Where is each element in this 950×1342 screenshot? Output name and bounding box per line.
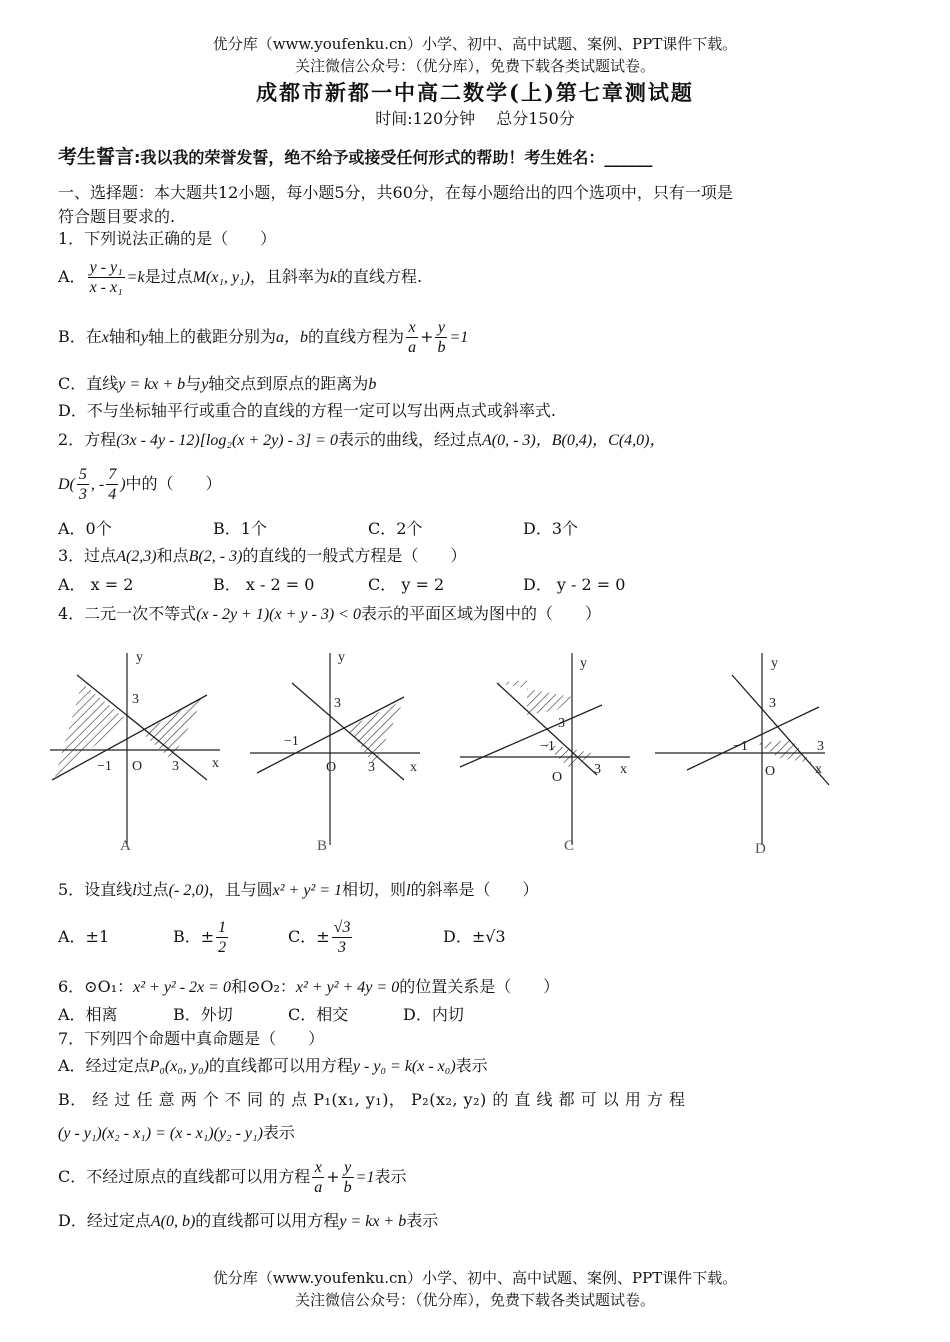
q7-stem: 7．下列四个命题中真命题是（ ） bbox=[58, 1029, 325, 1048]
text: 轴交点到原点的距离为 bbox=[208, 374, 369, 393]
option-d: D． y - 2 = 0 bbox=[523, 575, 626, 594]
fraction-denominator: 3 bbox=[78, 486, 87, 503]
x-axis-label: x bbox=[620, 762, 627, 777]
text: 经过定点 bbox=[85, 1056, 150, 1075]
text: 的直线方程为 bbox=[308, 327, 405, 346]
q3-options bbox=[58, 574, 625, 596]
tick-neg: −1 bbox=[97, 759, 112, 774]
q7-option-d bbox=[58, 1210, 438, 1233]
fraction-numerator: x bbox=[312, 1158, 324, 1178]
q7-option-c bbox=[58, 1158, 406, 1197]
pledge bbox=[58, 146, 652, 169]
text: 和点 bbox=[156, 546, 189, 565]
q1-option-d bbox=[58, 400, 556, 422]
x-var: x bbox=[101, 329, 109, 346]
inequality: (x - 2y + 1)(x + y - 3) < 0 bbox=[196, 606, 361, 623]
origin-label: O bbox=[326, 760, 337, 775]
origin-label: O bbox=[132, 759, 143, 774]
text: 6．⊙O₁： bbox=[58, 977, 134, 996]
circle-equation: x² + y² = 1 bbox=[272, 882, 343, 899]
slope-k: k bbox=[329, 269, 338, 286]
figure-label: A bbox=[120, 838, 131, 854]
y-axis-label: y bbox=[136, 650, 143, 665]
text: 经过定点 bbox=[86, 1211, 151, 1230]
q4-figures bbox=[42, 645, 822, 860]
footer-line-1: 优分库（www.youfenku.cn）小学、初中、高中试题、案例、PPT课件下载。 bbox=[212, 1269, 738, 1287]
text: 不与坐标轴平行或重合的直线的方程一定可以写出两点式或斜率式. bbox=[86, 401, 556, 420]
fraction-numerator: y bbox=[435, 318, 447, 338]
text: 中的（ ） bbox=[125, 474, 222, 493]
option-b: B． x - 2 = 0 bbox=[213, 575, 315, 594]
tick-y: 3 bbox=[334, 696, 341, 711]
q4-stem bbox=[58, 603, 601, 626]
text: 表示的曲线，经过点 bbox=[337, 430, 482, 449]
option-label: D． bbox=[58, 401, 87, 420]
point-b: B(2, - 3) bbox=[188, 548, 243, 565]
shaded-region bbox=[55, 683, 127, 777]
q1-option-a bbox=[58, 258, 422, 297]
text: 的位置关系是（ ） bbox=[399, 977, 560, 996]
option-a: A． x = 2 bbox=[58, 575, 134, 594]
option-d: D．3个 bbox=[523, 519, 579, 538]
option-b bbox=[173, 918, 288, 957]
y-axis-label: y bbox=[338, 650, 345, 665]
fraction bbox=[406, 318, 418, 357]
fraction-denominator: 2 bbox=[218, 939, 227, 956]
y-axis-label: y bbox=[580, 656, 587, 671]
tick-x: 3 bbox=[817, 739, 824, 754]
fraction-denominator: b bbox=[343, 1179, 352, 1196]
figure-label: D bbox=[755, 841, 766, 857]
figure-label: C bbox=[564, 838, 575, 854]
text: 表示 bbox=[262, 1123, 295, 1142]
equation: =1 bbox=[355, 1169, 375, 1186]
fraction-denominator: 3 bbox=[338, 939, 347, 956]
q7-option-b-line2 bbox=[58, 1122, 295, 1145]
q5-options bbox=[58, 918, 506, 957]
fraction-numerator: 1 bbox=[218, 919, 227, 936]
text: 直线 bbox=[86, 374, 119, 393]
tick-y: 3 bbox=[769, 696, 776, 711]
text: 2．方程 bbox=[58, 430, 117, 449]
shaded-region bbox=[497, 680, 572, 715]
fraction bbox=[77, 465, 89, 504]
intercepts: a，b bbox=[276, 329, 309, 346]
fraction-denominator: x - x₁ bbox=[89, 279, 123, 296]
text: 相切，则 bbox=[342, 880, 407, 899]
point: (- 2,0) bbox=[168, 882, 209, 899]
page-subtitle: 时间:120分钟 总分150分 bbox=[375, 109, 575, 128]
fraction bbox=[216, 918, 228, 957]
figure-d bbox=[647, 645, 837, 864]
footer-line-2: 关注微信公众号：（优分库），免费下载各类试题试卷。 bbox=[294, 1291, 655, 1309]
option-d: D．内切 bbox=[403, 1005, 464, 1024]
option-c-label: C．± bbox=[288, 927, 330, 946]
text: 在 bbox=[85, 327, 102, 346]
q5-stem bbox=[58, 879, 539, 902]
option-a: A．相离 bbox=[58, 1005, 118, 1024]
line-l: l bbox=[132, 882, 137, 899]
text: ) bbox=[120, 476, 126, 493]
equation: (3x - 4y - 12)[log₂(x + 2y) - 3] = 0 bbox=[116, 432, 338, 449]
option-label: C． bbox=[58, 1167, 87, 1186]
option-b: B．1个 bbox=[213, 519, 267, 538]
option-label: D． bbox=[58, 1211, 87, 1230]
equation: (y - y₁)(x₂ - x₁) = (x - x₁)(y₂ - y₁) bbox=[58, 1125, 263, 1142]
figure-a bbox=[42, 645, 232, 864]
fraction-numerator: y - y₁ bbox=[89, 259, 123, 276]
fraction-denominator: a bbox=[408, 339, 417, 356]
circle-equation-1: x² + y² - 2x = 0 bbox=[133, 979, 231, 996]
q2-stem-2 bbox=[58, 465, 222, 504]
text: 过点 bbox=[136, 880, 169, 899]
option-label: B． bbox=[58, 327, 86, 346]
tick-neg: −1 bbox=[540, 739, 555, 754]
point: P₀(x₀, y₀) bbox=[149, 1058, 209, 1075]
x-axis-label: x bbox=[815, 762, 822, 777]
figure-b bbox=[242, 645, 432, 864]
text: 与 bbox=[185, 374, 202, 393]
option-d: D．±√3 bbox=[443, 927, 506, 946]
fraction-numerator: y bbox=[342, 1158, 354, 1178]
tick-x: 3 bbox=[172, 759, 179, 774]
option-c: C．相交 bbox=[288, 1005, 349, 1024]
y-var: y bbox=[140, 329, 149, 346]
x-axis-label: x bbox=[212, 756, 219, 771]
q2-stem bbox=[58, 429, 666, 452]
figure-c bbox=[452, 645, 642, 864]
page-title: 成都市新都一中高二数学(上)第七章测试题 bbox=[256, 80, 694, 105]
header-line-1: 优分库（www.youfenku.cn）小学、初中、高中试题、案例、PPT课件下载。 bbox=[212, 35, 738, 53]
option-label: C． bbox=[58, 374, 87, 393]
option-c: C．2个 bbox=[368, 519, 423, 538]
text: 的直线都可以用方程 bbox=[208, 1056, 353, 1075]
tick-y: 3 bbox=[132, 692, 139, 707]
equation: y - y₀ = k(x - x₀) bbox=[352, 1058, 456, 1075]
fraction bbox=[435, 318, 447, 357]
circle-equation-2: x² + y² + 4y = 0 bbox=[295, 979, 400, 996]
q6-options bbox=[58, 1004, 464, 1026]
points: A(0, - 3)，B(0,4)，C(4,0)， bbox=[481, 432, 666, 449]
option-c bbox=[288, 918, 443, 957]
q1-stem: 1．下列说法正确的是（ ） bbox=[58, 229, 277, 248]
option-b-label: B．± bbox=[173, 927, 215, 946]
text: 3．过点 bbox=[58, 546, 117, 565]
text: 的斜率是（ ） bbox=[410, 880, 539, 899]
fraction bbox=[312, 1158, 324, 1197]
text: 4．二元一次不等式 bbox=[58, 604, 197, 623]
equation: y = kx + b bbox=[339, 1213, 407, 1230]
origin-label: O bbox=[552, 770, 563, 785]
shaded-region bbox=[757, 740, 812, 763]
option-label: A． bbox=[58, 267, 86, 286]
q6-stem bbox=[58, 976, 559, 999]
text: 表示 bbox=[406, 1211, 439, 1230]
plus: + bbox=[326, 1167, 340, 1186]
fraction-numerator: 7 bbox=[108, 466, 117, 483]
q2-options bbox=[58, 518, 578, 540]
tick-neg: −1 bbox=[284, 734, 299, 749]
option-label: A． bbox=[58, 1056, 86, 1075]
tick-x: 3 bbox=[368, 760, 375, 775]
fraction bbox=[332, 918, 353, 957]
tick-y: 3 bbox=[558, 716, 565, 731]
option-b: B．外切 bbox=[173, 1005, 233, 1024]
fraction-numerator: √3 bbox=[333, 919, 351, 936]
text: , - bbox=[90, 476, 105, 493]
q7-option-b-line1: B． 经 过 任 意 两 个 不 同 的 点 P₁(x₁, y₁)， P₂(x₂, y₂) 的 直 线 都 可 以 用 方 程 bbox=[58, 1090, 686, 1109]
text: 和⊙O₂： bbox=[230, 977, 296, 996]
text: 表示 bbox=[455, 1056, 488, 1075]
q7-option-a bbox=[58, 1055, 488, 1078]
figure-label: B bbox=[317, 838, 328, 854]
point: A(0, b) bbox=[150, 1213, 196, 1230]
equation: =1 bbox=[449, 329, 469, 346]
q1-option-c bbox=[58, 373, 376, 396]
text: ，且与圆 bbox=[208, 880, 273, 899]
text: 轴和 bbox=[108, 327, 141, 346]
text: D( bbox=[58, 476, 75, 493]
tick-x: 3 bbox=[594, 762, 601, 777]
text: 表示的平面区域为图中的（ ） bbox=[360, 604, 601, 623]
option-a: A．0个 bbox=[58, 519, 112, 538]
fraction-denominator: 4 bbox=[108, 486, 117, 503]
q3-stem bbox=[58, 545, 466, 568]
y-axis-label: y bbox=[771, 656, 778, 671]
section1-line1: 一、选择题：本大题共12小题，每小题5分，共60分，在每小题给出的四个选项中，只有一项是 bbox=[58, 183, 733, 202]
text: 的直线方程. bbox=[337, 267, 423, 286]
fraction-denominator: a bbox=[314, 1179, 323, 1196]
text: ，且斜率为 bbox=[249, 267, 330, 286]
x-axis-label: x bbox=[410, 760, 417, 775]
text: 轴上的截距分别为 bbox=[148, 327, 277, 346]
pledge-text: :我以我的荣誉发誓，绝不给予或接受任何形式的帮助！考生姓名：______ bbox=[134, 148, 653, 167]
fraction bbox=[88, 258, 125, 297]
fraction-numerator: 5 bbox=[78, 466, 87, 483]
text: 表示 bbox=[374, 1167, 407, 1186]
plus: + bbox=[420, 327, 434, 346]
header-line-2: 关注微信公众号：（优分库），免费下载各类试题试卷。 bbox=[294, 57, 655, 75]
origin-label: O bbox=[765, 764, 776, 779]
option-c: C． y = 2 bbox=[368, 575, 445, 594]
text: 的直线的一般式方程是（ ） bbox=[242, 546, 467, 565]
tick-neg: −1 bbox=[733, 739, 748, 754]
option-a: A．±1 bbox=[58, 927, 110, 946]
section1-line2: 符合题目要求的. bbox=[58, 207, 176, 226]
fraction-numerator: x bbox=[406, 318, 418, 338]
fraction-denominator: b bbox=[437, 339, 446, 356]
text: 是过点 bbox=[144, 267, 193, 286]
y-var: y bbox=[201, 376, 209, 393]
text: 不经过原点的直线都可以用方程 bbox=[86, 1167, 311, 1186]
text: 的直线都可以用方程 bbox=[195, 1211, 340, 1230]
point: M(x₁, y₁) bbox=[192, 269, 250, 286]
fraction bbox=[342, 1158, 354, 1197]
text: 5．设直线 bbox=[58, 880, 133, 899]
equation: y = kx + b bbox=[118, 376, 186, 393]
q1-option-b bbox=[58, 318, 468, 357]
point-a: A(2,3) bbox=[116, 548, 157, 565]
pledge-label: 考生誓言 bbox=[58, 146, 135, 168]
line-l: l bbox=[406, 882, 411, 899]
b-var: b bbox=[368, 376, 377, 393]
fraction bbox=[106, 465, 118, 504]
equation: =k bbox=[126, 269, 145, 286]
